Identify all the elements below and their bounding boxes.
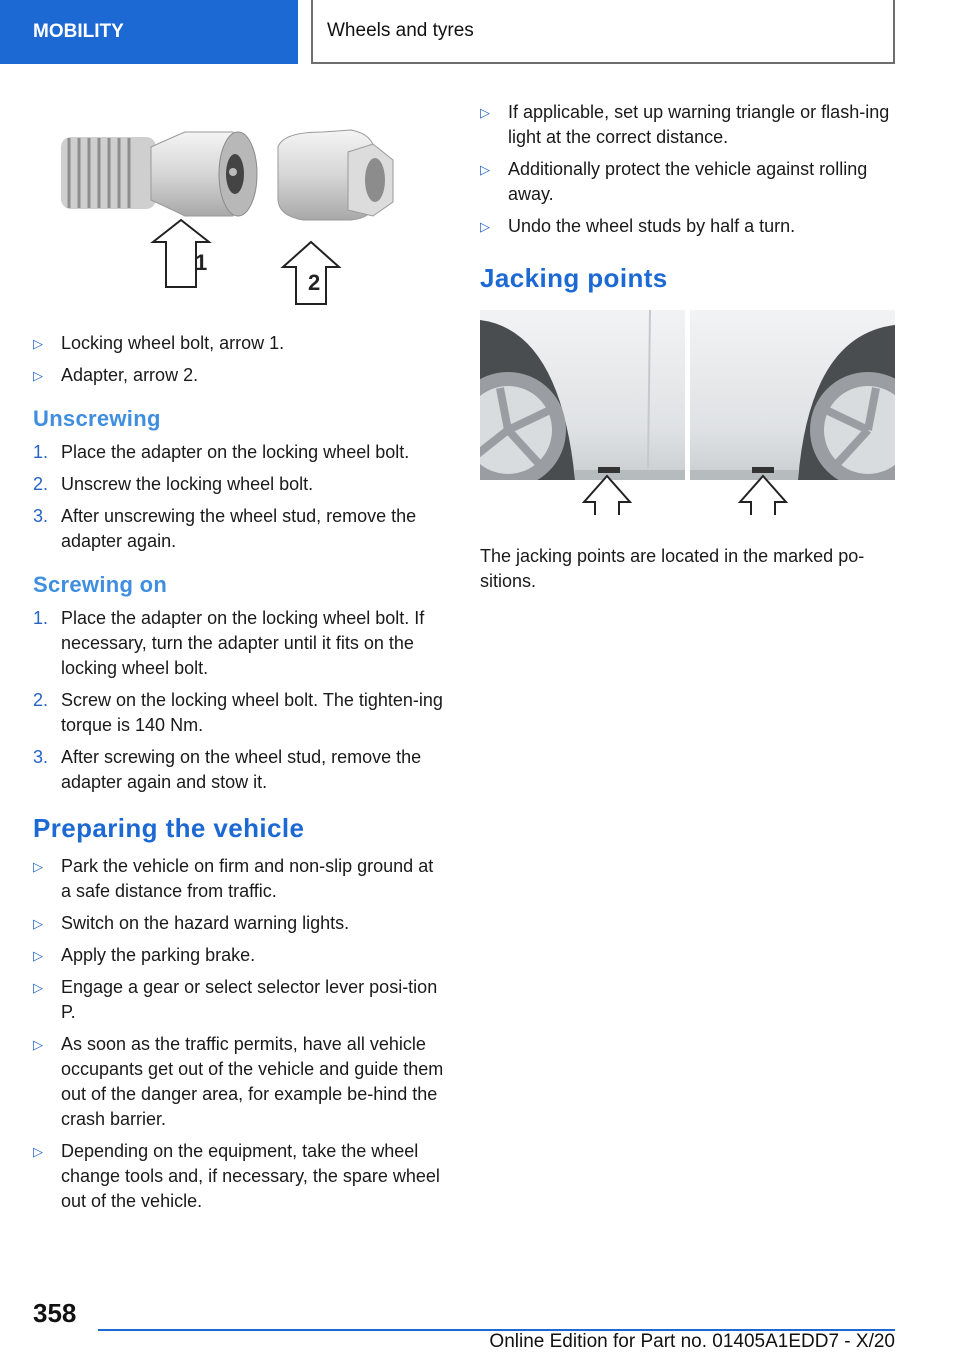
- screwing-on-steps: [33, 606, 448, 795]
- triangle-bullet-icon: ▷: [33, 859, 43, 874]
- triangle-bullet-icon: ▷: [33, 1037, 43, 1052]
- right-items-list: [480, 100, 895, 239]
- list-item: 1. Place the adapter on the locking wheel bolt.: [33, 442, 410, 462]
- header-section-tab: [0, 0, 298, 64]
- screwing-on-heading: Screwing on: [33, 572, 168, 597]
- preparing-vehicle-list: [33, 854, 448, 1214]
- triangle-bullet-icon: ▷: [33, 1144, 43, 1159]
- list-item: ▷ Apply the parking brake.: [33, 943, 448, 968]
- header-section-label: MOBILITY: [33, 21, 124, 42]
- triangle-bullet-icon: ▷: [33, 980, 43, 995]
- list-item: ▷ As soon as the traffic permits, have all vehicle occupants get out of the vehicle and guide them out of the danger area, for example be-hind the crash barrier.: [33, 1034, 444, 1129]
- header-chapter-box: [311, 0, 895, 64]
- list-item: 3. After unscrewing the wheel stud, remove the adapter again.: [33, 506, 417, 551]
- unscrewing-steps: [33, 440, 448, 554]
- list-item: 1. Place the adapter on the locking wheel bolt. If necessary, turn the adapter until it fits on the locking wheel bolt.: [33, 608, 425, 678]
- triangle-bullet-icon: ▷: [33, 916, 43, 931]
- arrow-2-label: 2: [308, 270, 321, 295]
- list-item: ▷ Depending on the equipment, take the wheel change tools and, if necessary, the spare wheel out of the vehicle.: [33, 1141, 440, 1211]
- list-item: ▷ If applicable, set up warning triangle or flash-ing light at the correct distance.: [480, 102, 890, 147]
- list-item: ▷ Park the vehicle on firm and non-slip ground at a safe distance from traffic.: [33, 856, 434, 901]
- left-column: [33, 92, 448, 1221]
- bolt-thread: [61, 137, 156, 209]
- list-item: ▷ Engage a gear or select selector lever posi-tion P.: [33, 977, 438, 1022]
- list-item: ▷ Additionally protect the vehicle against rolling away.: [480, 159, 868, 204]
- locking-bolt-figure: [33, 92, 443, 312]
- triangle-bullet-icon: ▷: [33, 336, 43, 351]
- right-column: [480, 100, 895, 594]
- arrow-1-label: 1: [195, 250, 208, 275]
- list-item: 2. Unscrew the locking wheel bolt.: [33, 474, 314, 494]
- jacking-points-figure: [480, 310, 895, 515]
- list-item: ▷ Adapter, arrow 2.: [33, 363, 448, 388]
- page-number: 358: [33, 1298, 77, 1328]
- triangle-bullet-icon: ▷: [480, 219, 490, 234]
- triangle-bullet-icon: ▷: [480, 162, 490, 177]
- triangle-bullet-icon: ▷: [33, 368, 43, 383]
- jacking-points-heading: Jacking points: [480, 263, 668, 293]
- jacking-points-text: The jacking points are located in the marked po-sitions.: [480, 546, 865, 591]
- unscrewing-heading: Unscrewing: [33, 406, 161, 431]
- list-item: 2. Screw on the locking wheel bolt. The tighten-ing torque is 140 Nm.: [33, 690, 443, 735]
- header-chapter-label: Wheels and tyres: [327, 20, 474, 41]
- preparing-vehicle-heading: Preparing the vehicle: [33, 813, 305, 843]
- bolt-items-list: [33, 331, 448, 388]
- list-item: 3. After screwing on the wheel stud, remove the adapter again and stow it.: [33, 747, 422, 792]
- list-item: ▷ Undo the wheel studs by half a turn.: [480, 214, 895, 239]
- list-item: ▷ Locking wheel bolt, arrow 1.: [33, 331, 448, 356]
- list-item: ▷ Switch on the hazard warning lights.: [33, 911, 448, 936]
- triangle-bullet-icon: ▷: [480, 105, 490, 120]
- footer-edition: Online Edition for Part no. 01405A1EDD7 - X/20: [489, 1331, 895, 1352]
- triangle-bullet-icon: ▷: [33, 948, 43, 963]
